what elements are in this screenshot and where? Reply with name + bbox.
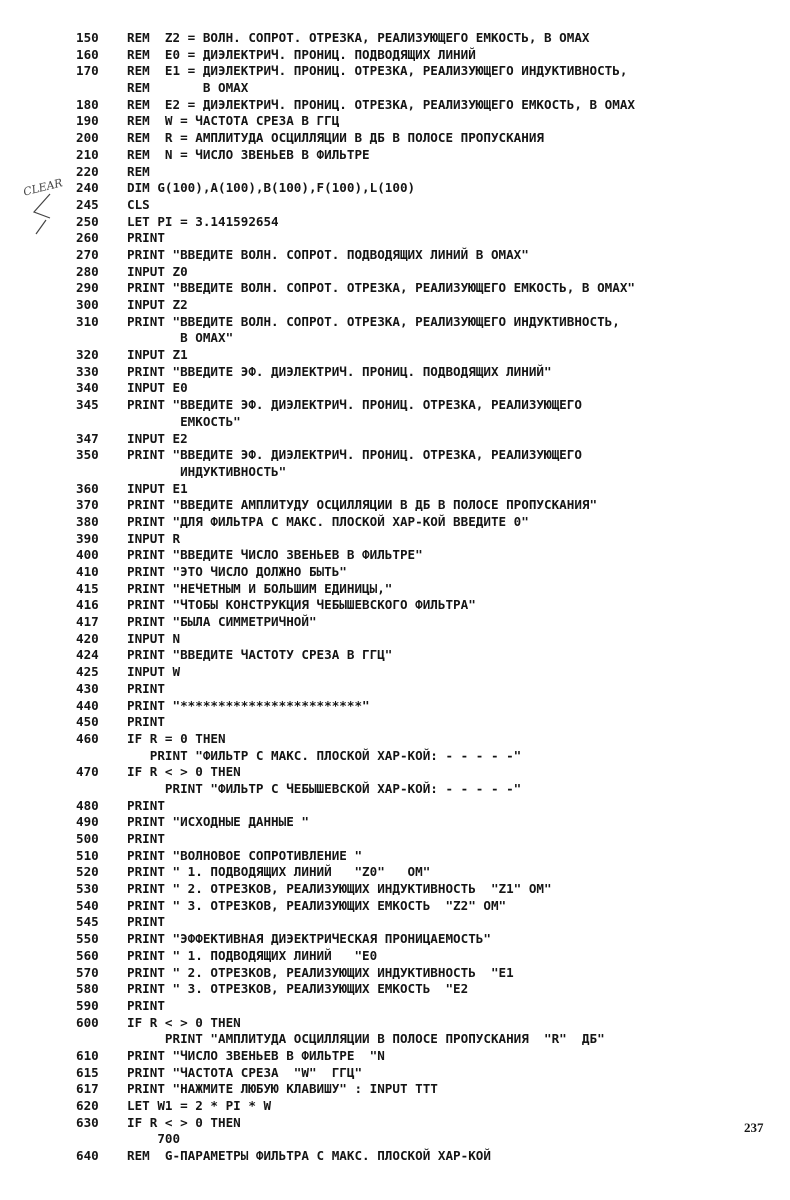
code-line xyxy=(76,63,776,80)
line-text: PRINT xyxy=(127,680,165,696)
code-line xyxy=(76,864,776,881)
line-number: 170 xyxy=(76,63,99,79)
code-line xyxy=(76,731,776,748)
line-text: PRINT "АМПЛИТУДА ОСЦИЛЛЯЦИИ В ПОЛОСЕ ПРОПУСКАНИЯ "R" ДБ" xyxy=(127,1031,605,1047)
code-line xyxy=(76,748,776,765)
line-number: 310 xyxy=(76,313,99,329)
line-number: 545 xyxy=(76,914,99,930)
line-text: INPUT E2 xyxy=(127,430,188,446)
line-text: LET W1 = 2 * PI * W xyxy=(127,1098,272,1113)
code-line xyxy=(76,364,776,381)
line-text: INPUT E0 xyxy=(127,380,188,396)
line-number: 270 xyxy=(76,246,99,262)
code-line xyxy=(76,781,776,798)
code-line xyxy=(76,214,776,231)
code-line xyxy=(76,230,776,247)
line-number: 416 xyxy=(76,597,99,613)
line-text: 700 xyxy=(127,1131,181,1147)
code-line xyxy=(76,247,776,264)
line-number: 600 xyxy=(76,1014,99,1030)
line-number: 530 xyxy=(76,881,99,897)
line-number: 630 xyxy=(76,1114,99,1130)
code-line xyxy=(76,30,776,47)
code-line xyxy=(76,714,776,731)
code-line xyxy=(76,447,776,464)
line-text: DIM G(100),A(100),B(100),F(100),L(100) xyxy=(127,180,416,196)
line-number: 640 xyxy=(76,1148,99,1164)
line-number: 390 xyxy=(76,530,99,546)
line-number: 160 xyxy=(76,46,99,62)
code-line xyxy=(76,664,776,681)
code-line xyxy=(76,280,776,297)
line-text: PRINT "НАЖМИТЕ ЛЮБУЮ КЛАВИШУ" : INPUT TTT xyxy=(127,1081,438,1097)
line-number: 460 xyxy=(76,730,99,746)
line-text: PRINT xyxy=(127,831,165,846)
line-text: REM xyxy=(127,163,150,179)
code-line xyxy=(76,314,776,331)
line-number: 250 xyxy=(76,213,99,229)
line-number: 350 xyxy=(76,447,99,463)
line-number: 424 xyxy=(76,647,99,663)
code-line xyxy=(76,297,776,314)
line-number: 480 xyxy=(76,797,99,813)
code-line xyxy=(76,80,776,97)
line-text: INPUT Z0 xyxy=(127,263,188,279)
line-number: 400 xyxy=(76,547,99,563)
line-text: IF R < > 0 THEN xyxy=(127,1014,241,1030)
program-listing xyxy=(76,30,776,1165)
line-number: 620 xyxy=(76,1098,99,1113)
line-number: 245 xyxy=(76,196,99,212)
line-text: PRINT "ДЛЯ ФИЛЬТРА С МАКС. ПЛОСКОЙ ХАР-КОЙ ВВЕДИТЕ 0" xyxy=(127,513,529,529)
line-text: PRINT "************************" xyxy=(127,697,370,713)
line-text: INPUT N xyxy=(127,630,181,646)
line-text: REM E2 = ДИЭЛЕКТРИЧ. ПРОНИЦ. ОТРЕЗКА, РЕАЛИЗУЮЩЕГО ЕМКОСТЬ, В ОМАХ xyxy=(127,96,635,112)
line-number: 550 xyxy=(76,931,99,947)
line-number: 430 xyxy=(76,680,99,696)
line-number: 360 xyxy=(76,480,99,496)
line-number: 190 xyxy=(76,113,99,129)
line-text: ИНДУКТИВНОСТЬ" xyxy=(127,463,287,479)
line-text: PRINT "ВВЕДИТЕ ЧИСЛО ЗВЕНЬЕВ В ФИЛЬТРЕ" xyxy=(127,547,423,563)
code-line xyxy=(76,414,776,431)
line-text: PRINT " 1. ПОДВОДЯЩИХ ЛИНИЙ "Z0" ОМ" xyxy=(127,864,431,880)
line-number: 180 xyxy=(76,96,99,112)
line-number: 220 xyxy=(76,163,99,179)
line-number: 425 xyxy=(76,664,99,680)
code-line xyxy=(76,764,776,781)
code-line xyxy=(76,698,776,715)
code-line xyxy=(76,431,776,448)
code-line xyxy=(76,113,776,130)
code-line xyxy=(76,464,776,481)
code-line xyxy=(76,347,776,364)
code-line xyxy=(76,814,776,831)
line-text: PRINT " 3. ОТРЕЗКОВ, РЕАЛИЗУЮЩИХ ЕМКОСТЬ "E2 xyxy=(127,981,469,997)
code-line xyxy=(76,998,776,1015)
line-text: PRINT " 2. ОТРЕЗКОВ, РЕАЛИЗУЮЩИХ ИНДУКТИВНОСТЬ "E1 xyxy=(127,964,514,980)
line-text: PRINT "ЧТОБЫ КОНСТРУКЦИЯ ЧЕБЫШЕВСКОГО ФИЛЬТРА" xyxy=(127,597,476,613)
code-line xyxy=(76,631,776,648)
code-line xyxy=(76,180,776,197)
line-number: 520 xyxy=(76,864,99,880)
code-line xyxy=(76,547,776,564)
line-text: PRINT xyxy=(127,714,165,730)
line-text: REM G-ПАРАМЕТРЫ ФИЛЬТРА С МАКС. ПЛОСКОЙ ХАР-КОЙ xyxy=(127,1148,491,1164)
code-line xyxy=(76,1065,776,1082)
line-text: REM R = АМПЛИТУДА ОСЦИЛЛЯЦИИ В ДБ В ПОЛОСЕ ПРОПУСКАНИЯ xyxy=(127,130,545,146)
line-text: PRINT "ЧИСЛО ЗВЕНЬЕВ В ФИЛЬТРЕ "N xyxy=(127,1047,385,1063)
code-line xyxy=(76,1015,776,1032)
line-text: PRINT " 1. ПОДВОДЯЩИХ ЛИНИЙ "E0 xyxy=(127,947,378,963)
line-text: PRINT xyxy=(127,797,165,813)
line-number: 415 xyxy=(76,580,99,596)
code-line xyxy=(76,948,776,965)
handwritten-margin-note: CLEAR xyxy=(22,176,64,199)
line-text: PRINT "ЭФФЕКТИВНАЯ ДИЭЕКТРИЧЕСКАЯ ПРОНИЦАЕМОСТЬ" xyxy=(127,931,491,947)
line-text: PRINT "БЫЛА СИММЕТРИЧНОЙ" xyxy=(127,614,317,630)
line-text: INPUT E1 xyxy=(127,480,188,496)
code-line xyxy=(76,264,776,281)
line-number: 420 xyxy=(76,630,99,646)
line-number: 410 xyxy=(76,564,99,579)
line-text: В ОМАХ" xyxy=(127,330,234,346)
line-number: 345 xyxy=(76,397,99,413)
line-text: PRINT "ВВЕДИТЕ ВОЛН. СОПРОТ. ПОДВОДЯЩИХ ЛИНИЙ В ОМАХ" xyxy=(127,246,529,262)
line-text: PRINT "ФИЛЬТР С ЧЕБЫШЕВСКОЙ ХАР-КОЙ: - - - - -" xyxy=(127,780,522,796)
line-number: 500 xyxy=(76,831,99,846)
code-line xyxy=(76,147,776,164)
code-line xyxy=(76,514,776,531)
line-text: PRINT "ЧАСТОТА СРЕЗА "W" ГГЦ" xyxy=(127,1064,363,1080)
line-text: PRINT "ИСХОДНЫЕ ДАННЫЕ " xyxy=(127,814,309,830)
line-number: 440 xyxy=(76,697,99,713)
code-line xyxy=(76,881,776,898)
code-line xyxy=(76,330,776,347)
code-line xyxy=(76,531,776,548)
line-number: 610 xyxy=(76,1047,99,1063)
code-line xyxy=(76,848,776,865)
line-text: REM E0 = ДИЭЛЕКТРИЧ. ПРОНИЦ. ПОДВОДЯЩИХ ЛИНИЙ xyxy=(127,46,476,62)
code-line xyxy=(76,397,776,414)
line-number: 470 xyxy=(76,764,99,780)
code-line xyxy=(76,581,776,598)
code-line xyxy=(76,647,776,664)
line-text: IF R < > 0 THEN xyxy=(127,764,241,780)
code-line xyxy=(76,614,776,631)
line-text: REM В ОМАХ xyxy=(127,80,249,96)
line-text: INPUT Z1 xyxy=(127,347,188,363)
line-text: PRINT xyxy=(127,230,165,246)
code-line xyxy=(76,497,776,514)
line-text: PRINT "ЭТО ЧИСЛО ДОЛЖНО БЫТЬ" xyxy=(127,564,347,579)
line-text: PRINT "ВОЛНОВОЕ СОПРОТИВЛЕНИЕ " xyxy=(127,847,363,863)
code-line xyxy=(76,597,776,614)
code-line xyxy=(76,981,776,998)
line-text: INPUT Z2 xyxy=(127,297,188,312)
line-number: 560 xyxy=(76,947,99,963)
line-number: 210 xyxy=(76,146,99,162)
code-line xyxy=(76,47,776,64)
code-line xyxy=(76,798,776,815)
line-number: 490 xyxy=(76,814,99,830)
line-text: PRINT "ВВЕДИТЕ ЭФ. ДИЭЛЕКТРИЧ. ПРОНИЦ. ОТРЕЗКА, РЕАЛИЗУЮЩЕГО xyxy=(127,397,582,413)
line-number: 615 xyxy=(76,1064,99,1080)
code-line xyxy=(76,130,776,147)
line-text: REM Z2 = ВОЛН. СОПРОТ. ОТРЕЗКА, РЕАЛИЗУЮЩЕГО ЕМКОСТЬ, В ОМАХ xyxy=(127,30,590,45)
line-number: 590 xyxy=(76,997,99,1013)
line-number: 617 xyxy=(76,1081,99,1097)
code-line xyxy=(76,914,776,931)
code-line xyxy=(76,1148,776,1165)
code-line xyxy=(76,1098,776,1115)
line-text: REM N = ЧИСЛО ЗВЕНЬЕВ В ФИЛЬТРЕ xyxy=(127,146,370,162)
code-line xyxy=(76,97,776,114)
code-line xyxy=(76,931,776,948)
line-text: IF R = 0 THEN xyxy=(127,730,226,746)
line-text: REM E1 = ДИЭЛЕКТРИЧ. ПРОНИЦ. ОТРЕЗКА, РЕАЛИЗУЮЩЕГО ИНДУКТИВНОСТЬ, xyxy=(127,63,628,79)
line-text: PRINT "НЕЧЕТНЫМ И БОЛЬШИМ ЕДИНИЦЫ," xyxy=(127,580,393,596)
line-number: 240 xyxy=(76,180,99,196)
line-number: 280 xyxy=(76,263,99,279)
line-text: PRINT xyxy=(127,997,165,1013)
line-number: 347 xyxy=(76,430,99,446)
code-line xyxy=(76,681,776,698)
code-line xyxy=(76,164,776,181)
line-text: LET PI = 3.141592654 xyxy=(127,213,279,229)
code-line xyxy=(76,965,776,982)
line-text: PRINT "ВВЕДИТЕ ЭФ. ДИЭЛЕКТРИЧ. ПРОНИЦ. ПОДВОДЯЩИХ ЛИНИЙ" xyxy=(127,363,552,379)
line-number: 540 xyxy=(76,897,99,913)
code-line xyxy=(76,564,776,581)
line-text: PRINT xyxy=(127,914,165,930)
line-number: 320 xyxy=(76,347,99,363)
code-line xyxy=(76,197,776,214)
line-text: ЕМКОСТЬ" xyxy=(127,413,241,429)
page-number: 237 xyxy=(744,1120,764,1135)
code-line xyxy=(76,1131,776,1148)
line-text: PRINT "ВВЕДИТЕ ЧАСТОТУ СРЕЗА В ГГЦ" xyxy=(127,647,393,663)
line-number: 510 xyxy=(76,847,99,863)
code-line xyxy=(76,481,776,498)
line-text: PRINT " 2. ОТРЕЗКОВ, РЕАЛИЗУЮЩИХ ИНДУКТИВНОСТЬ "Z1" ОМ" xyxy=(127,881,552,897)
line-number: 330 xyxy=(76,363,99,379)
line-number: 570 xyxy=(76,964,99,980)
code-line xyxy=(76,1031,776,1048)
line-number: 200 xyxy=(76,130,99,146)
line-number: 300 xyxy=(76,297,99,312)
line-number: 450 xyxy=(76,714,99,730)
line-number: 260 xyxy=(76,230,99,246)
line-text: PRINT "ФИЛЬТР С МАКС. ПЛОСКОЙ ХАР-КОЙ: - - - - -" xyxy=(127,747,522,763)
handwritten-mark-icon xyxy=(30,190,54,236)
line-text: IF R < > 0 THEN xyxy=(127,1114,241,1130)
line-text: PRINT "ВВЕДИТЕ ВОЛН. СОПРОТ. ОТРЕЗКА, РЕАЛИЗУЮЩЕГО ИНДУКТИВНОСТЬ, xyxy=(127,313,620,329)
code-line xyxy=(76,1048,776,1065)
line-number: 340 xyxy=(76,380,99,396)
line-number: 580 xyxy=(76,981,99,997)
line-number: 417 xyxy=(76,614,99,630)
line-text: PRINT " 3. ОТРЕЗКОВ, РЕАЛИЗУЮЩИХ ЕМКОСТЬ "Z2" ОМ" xyxy=(127,897,507,913)
code-line xyxy=(76,1115,776,1132)
line-text: CLS xyxy=(127,196,150,212)
line-number: 150 xyxy=(76,30,99,45)
line-text: PRINT "ВВЕДИТЕ АМПЛИТУДУ ОСЦИЛЛЯЦИИ В ДБ В ПОЛОСЕ ПРОПУСКАНИЯ" xyxy=(127,497,598,513)
line-number: 380 xyxy=(76,513,99,529)
code-line xyxy=(76,898,776,915)
code-line xyxy=(76,831,776,848)
line-number: 370 xyxy=(76,497,99,513)
line-text: REM W = ЧАСТОТА СРЕЗА В ГГЦ xyxy=(127,113,340,129)
line-number: 290 xyxy=(76,280,99,296)
code-line xyxy=(76,380,776,397)
line-text: INPUT R xyxy=(127,530,181,546)
line-text: INPUT W xyxy=(127,664,181,680)
line-text: PRINT "ВВЕДИТЕ ВОЛН. СОПРОТ. ОТРЕЗКА, РЕАЛИЗУЮЩЕГО ЕМКОСТЬ, В ОМАХ" xyxy=(127,280,635,296)
line-text: PRINT "ВВЕДИТЕ ЭФ. ДИЭЛЕКТРИЧ. ПРОНИЦ. ОТРЕЗКА, РЕАЛИЗУЮЩЕГО xyxy=(127,447,582,463)
code-line xyxy=(76,1081,776,1098)
